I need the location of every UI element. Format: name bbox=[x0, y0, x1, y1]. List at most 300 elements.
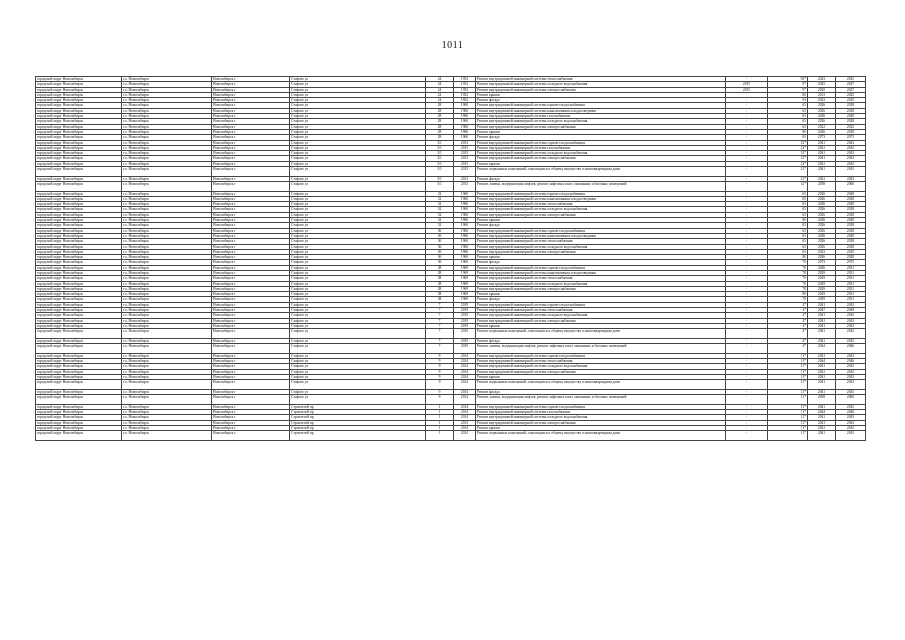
house-number-cell: 3/1 bbox=[426, 161, 454, 166]
work-type-cell: Ремонт внутридомовой инженерной системы электроснабжения bbox=[476, 249, 726, 254]
last-repair-year-cell: - bbox=[726, 359, 768, 364]
wear-percent-cell: 65 bbox=[768, 119, 808, 124]
locality-cell: Новосибирск г bbox=[212, 202, 290, 207]
last-repair-year-cell: - bbox=[726, 338, 768, 343]
locality-cell: Новосибирск г bbox=[212, 98, 290, 103]
plan-end-cell: 2043 bbox=[836, 338, 866, 343]
settlement-cell: г.о. Новосибирск bbox=[122, 276, 212, 281]
settlement-cell: г.о. Новосибирск bbox=[122, 124, 212, 129]
build-year-cell: 1960 bbox=[454, 244, 476, 249]
municipality-cell: городской округ Новосибирск bbox=[36, 98, 122, 103]
build-year-cell: 2014 bbox=[454, 364, 476, 369]
municipality-cell: городской округ Новосибирск bbox=[36, 415, 122, 420]
wear-percent-cell: 11* bbox=[768, 389, 808, 394]
locality-cell: Новосибирск г bbox=[212, 108, 290, 113]
build-year-cell: 1969 bbox=[454, 292, 476, 297]
settlement-cell: г.о. Новосибирск bbox=[122, 176, 212, 181]
wear-percent-cell: 65 bbox=[768, 244, 808, 249]
build-year-cell: 2013 bbox=[454, 181, 476, 191]
wear-percent-cell: 93 bbox=[768, 98, 808, 103]
wear-percent-cell: 12* bbox=[768, 156, 808, 161]
street-cell: Стофато ул bbox=[290, 395, 426, 405]
build-year-cell: 1960 bbox=[454, 212, 476, 217]
work-type-cell: Ремонт, замена, модернизация лифтов, ремонт лифтовых шахт, машинных и блочных помещений bbox=[476, 395, 726, 405]
municipality-cell: городской округ Новосибирск bbox=[36, 255, 122, 260]
work-type-cell: Ремонт внутридомовой инженерной системы канализования и водоотведения bbox=[476, 108, 726, 113]
house-number-cell: 3/1 bbox=[426, 176, 454, 181]
last-repair-year-cell: - bbox=[726, 135, 768, 140]
house-number-cell: 3/1 bbox=[426, 181, 454, 191]
street-cell: Стофато ул bbox=[290, 323, 426, 328]
plan-end-cell: 2043 bbox=[836, 161, 866, 166]
plan-end-cell: 2043 bbox=[836, 145, 866, 150]
wear-percent-cell: 11* bbox=[768, 415, 808, 420]
locality-cell: Новосибирск г bbox=[212, 244, 290, 249]
wear-percent-cell: 12* bbox=[768, 140, 808, 145]
build-year-cell: 1952 bbox=[454, 87, 476, 92]
plan-end-cell: 2028 bbox=[836, 228, 866, 233]
locality-cell: Новосибирск г bbox=[212, 87, 290, 92]
last-repair-year-cell: 2015 bbox=[726, 82, 768, 87]
last-repair-year-cell: - bbox=[726, 344, 768, 354]
settlement-cell: г.о. Новосибирск bbox=[122, 135, 212, 140]
work-type-cell: Ремонт внутридомовой инженерной системы холодного водоснабжения bbox=[476, 364, 726, 369]
work-type-cell: Ремонт, замена, модернизация лифтов, ремонт лифтовых шахт, машинных и блочных помещений bbox=[476, 344, 726, 354]
work-type-cell: Ремонт внутридомовой инженерной системы теплоснабжения bbox=[476, 239, 726, 244]
work-type-cell: Ремонт внутридомовой инженерной системы холодного водоснабжения bbox=[476, 82, 726, 87]
build-year-cell: 2014 bbox=[454, 359, 476, 364]
build-year-cell: 2013 bbox=[454, 145, 476, 150]
wear-percent-cell: 12* bbox=[768, 167, 808, 177]
municipality-cell: городской округ Новосибирск bbox=[36, 364, 122, 369]
build-year-cell: 2019 bbox=[454, 318, 476, 323]
street-cell: Стофато ул bbox=[290, 389, 426, 394]
build-year-cell: 1960 bbox=[454, 103, 476, 108]
locality-cell: Новосибирск г bbox=[212, 260, 290, 265]
street-cell: Стофато ул bbox=[290, 161, 426, 166]
plan-start-cell: 2041 bbox=[808, 420, 836, 425]
municipality-cell: городской округ Новосибирск bbox=[36, 212, 122, 217]
settlement-cell: г.о. Новосибирск bbox=[122, 359, 212, 364]
plan-start-cell: 2029 bbox=[808, 281, 836, 286]
street-cell: Строителей пр bbox=[290, 431, 426, 441]
plan-end-cell: 2028 bbox=[836, 129, 866, 134]
municipality-cell: городской округ Новосибирск bbox=[36, 338, 122, 343]
wear-percent-cell: 12* bbox=[768, 145, 808, 150]
settlement-cell: г.о. Новосибирск bbox=[122, 145, 212, 150]
plan-end-cell: 2043 bbox=[836, 389, 866, 394]
settlement-cell: г.о. Новосибирск bbox=[122, 98, 212, 103]
wear-percent-cell: 12* bbox=[768, 176, 808, 181]
house-number-cell: 38 bbox=[426, 292, 454, 297]
last-repair-year-cell: - bbox=[726, 151, 768, 156]
street-cell: Стофато ул bbox=[290, 308, 426, 313]
work-type-cell: Ремонт фасада bbox=[476, 135, 726, 140]
repair-schedule-table bbox=[35, 76, 866, 441]
house-number-cell: 24 bbox=[426, 87, 454, 92]
work-type-cell: Ремонт внутридомовой инженерной системы электроснабжения bbox=[476, 87, 726, 92]
settlement-cell: г.о. Новосибирск bbox=[122, 129, 212, 134]
plan-end-cell: 2075 bbox=[836, 260, 866, 265]
wear-percent-cell: 80 bbox=[768, 292, 808, 297]
wear-percent-cell: 11* bbox=[768, 420, 808, 425]
municipality-cell: городской округ Новосибирск bbox=[36, 359, 122, 364]
street-cell: Стофато ул bbox=[290, 329, 426, 339]
last-repair-year-cell: - bbox=[726, 420, 768, 425]
build-year-cell: 1960 bbox=[454, 207, 476, 212]
last-repair-year-cell: - bbox=[726, 145, 768, 150]
plan-start-cell: 2041 bbox=[808, 425, 836, 430]
street-cell: Стофато ул bbox=[290, 255, 426, 260]
house-number-cell: 7 bbox=[426, 302, 454, 307]
locality-cell: Новосибирск г bbox=[212, 318, 290, 323]
municipality-cell: городской округ Новосибирск bbox=[36, 233, 122, 238]
house-number-cell: 9 bbox=[426, 389, 454, 394]
wear-percent-cell: 80 bbox=[768, 129, 808, 134]
plan-start-cell: 2029 bbox=[808, 292, 836, 297]
plan-start-cell: 2044 bbox=[808, 410, 836, 415]
municipality-cell: городской округ Новосибирск bbox=[36, 297, 122, 302]
house-number-cell: 28 bbox=[426, 103, 454, 108]
municipality-cell: городской округ Новосибирск bbox=[36, 161, 122, 166]
last-repair-year-cell: - bbox=[726, 276, 768, 281]
settlement-cell: г.о. Новосибирск bbox=[122, 302, 212, 307]
build-year-cell: 2013 bbox=[454, 161, 476, 166]
build-year-cell: 1960 bbox=[454, 233, 476, 238]
settlement-cell: г.о. Новосибирск bbox=[122, 151, 212, 156]
wear-percent-cell: 93* bbox=[768, 77, 808, 82]
street-cell: Стофато ул bbox=[290, 380, 426, 390]
plan-start-cell: 2041 bbox=[808, 151, 836, 156]
municipality-cell: городской округ Новосибирск bbox=[36, 302, 122, 307]
settlement-cell: г.о. Новосибирск bbox=[122, 92, 212, 97]
municipality-cell: городской округ Новосибирск bbox=[36, 369, 122, 374]
street-cell: Строителей пр bbox=[290, 420, 426, 425]
municipality-cell: городской округ Новосибирск bbox=[36, 167, 122, 177]
work-type-cell: Ремонт внутридомовой инженерной системы теплоснабжения bbox=[476, 77, 726, 82]
build-year-cell: 1969 bbox=[454, 276, 476, 281]
work-type-cell: Ремонт внутридомовой инженерной системы холодного водоснабжения bbox=[476, 244, 726, 249]
work-type-cell: Ремонт крыши bbox=[476, 129, 726, 134]
last-repair-year-cell: - bbox=[726, 223, 768, 228]
house-number-cell: 7 bbox=[426, 344, 454, 354]
work-type-cell: Ремонт внутридомовой инженерной системы теплоснабжения bbox=[476, 359, 726, 364]
last-repair-year-cell: - bbox=[726, 281, 768, 286]
plan-start-cell: 2073 bbox=[808, 135, 836, 140]
last-repair-year-cell: - bbox=[726, 395, 768, 405]
house-number-cell: 28 bbox=[426, 124, 454, 129]
house-number-cell: 24 bbox=[426, 92, 454, 97]
build-year-cell: 2014 bbox=[454, 420, 476, 425]
build-year-cell: 2014 bbox=[454, 395, 476, 405]
table-row bbox=[36, 431, 866, 441]
house-number-cell: 36 bbox=[426, 255, 454, 260]
locality-cell: Новосибирск г bbox=[212, 223, 290, 228]
municipality-cell: городской округ Новосибирск bbox=[36, 181, 122, 191]
last-repair-year-cell: - bbox=[726, 292, 768, 297]
plan-end-cell: 2060 bbox=[836, 395, 866, 405]
municipality-cell: городской округ Новосибирск bbox=[36, 249, 122, 254]
plan-start-cell: 2026 bbox=[808, 244, 836, 249]
house-number-cell: 38 bbox=[426, 297, 454, 302]
locality-cell: Новосибирск г bbox=[212, 281, 290, 286]
last-repair-year-cell: 2015 bbox=[726, 87, 768, 92]
street-cell: Стофато ул bbox=[290, 82, 426, 87]
last-repair-year-cell: - bbox=[726, 176, 768, 181]
municipality-cell: городской округ Новосибирск bbox=[36, 92, 122, 97]
last-repair-year-cell: - bbox=[726, 255, 768, 260]
plan-start-cell: 2041 bbox=[808, 302, 836, 307]
house-number-cell: 9 bbox=[426, 380, 454, 390]
build-year-cell: 1969 bbox=[454, 270, 476, 275]
municipality-cell: городской округ Новосибирск bbox=[36, 353, 122, 358]
settlement-cell: г.о. Новосибирск bbox=[122, 415, 212, 420]
house-number-cell: 32 bbox=[426, 218, 454, 223]
settlement-cell: г.о. Новосибирск bbox=[122, 270, 212, 275]
build-year-cell: 1960 bbox=[454, 129, 476, 134]
plan-start-cell: 2026 bbox=[808, 228, 836, 233]
wear-percent-cell: 65 bbox=[768, 239, 808, 244]
last-repair-year-cell: - bbox=[726, 196, 768, 201]
locality-cell: Новосибирск г bbox=[212, 292, 290, 297]
last-repair-year-cell: - bbox=[726, 124, 768, 129]
last-repair-year-cell: - bbox=[726, 161, 768, 166]
last-repair-year-cell: - bbox=[726, 389, 768, 394]
locality-cell: Новосибирск г bbox=[212, 103, 290, 108]
build-year-cell: 2014 bbox=[454, 369, 476, 374]
work-type-cell: Ремонт внутридомовой инженерной системы холодного водоснабжения bbox=[476, 119, 726, 124]
wear-percent-cell: 70 bbox=[768, 270, 808, 275]
house-number-cell: 7 bbox=[426, 313, 454, 318]
plan-end-cell: 2031 bbox=[836, 297, 866, 302]
plan-start-cell: 2041 bbox=[808, 415, 836, 420]
house-number-cell: 28 bbox=[426, 119, 454, 124]
plan-end-cell: 2043 bbox=[836, 415, 866, 420]
street-cell: Стофато ул bbox=[290, 218, 426, 223]
locality-cell: Новосибирск г bbox=[212, 239, 290, 244]
last-repair-year-cell: - bbox=[726, 374, 768, 379]
plan-end-cell: 2043 bbox=[836, 353, 866, 358]
build-year-cell: 1952 bbox=[454, 98, 476, 103]
locality-cell: Новосибирск г bbox=[212, 233, 290, 238]
wear-percent-cell: 11* bbox=[768, 431, 808, 441]
municipality-cell: городской округ Новосибирск bbox=[36, 270, 122, 275]
settlement-cell: г.о. Новосибирск bbox=[122, 244, 212, 249]
house-number-cell: 38 bbox=[426, 276, 454, 281]
plan-start-cell: 2041 bbox=[808, 176, 836, 181]
plan-start-cell: 2041 bbox=[808, 329, 836, 339]
page-number: 1011 bbox=[441, 40, 464, 51]
build-year-cell: 1960 bbox=[454, 260, 476, 265]
locality-cell: Новосибирск г bbox=[212, 124, 290, 129]
wear-percent-cell: 65 bbox=[768, 124, 808, 129]
build-year-cell: 1969 bbox=[454, 265, 476, 270]
plan-end-cell: 2031 bbox=[836, 292, 866, 297]
last-repair-year-cell: - bbox=[726, 410, 768, 415]
street-cell: Стофато ул bbox=[290, 369, 426, 374]
street-cell: Стофато ул bbox=[290, 374, 426, 379]
build-year-cell: 2019 bbox=[454, 302, 476, 307]
street-cell: Стофато ул bbox=[290, 196, 426, 201]
settlement-cell: г.о. Новосибирск bbox=[122, 239, 212, 244]
settlement-cell: г.о. Новосибирск bbox=[122, 77, 212, 82]
plan-end-cell: 2031 bbox=[836, 270, 866, 275]
build-year-cell: 1960 bbox=[454, 249, 476, 254]
house-number-cell: 36 bbox=[426, 233, 454, 238]
street-cell: Стофато ул bbox=[290, 244, 426, 249]
plan-start-cell: 2041 bbox=[808, 404, 836, 409]
last-repair-year-cell: - bbox=[726, 233, 768, 238]
locality-cell: Новосибирск г bbox=[212, 196, 290, 201]
plan-end-cell: 2028 bbox=[836, 239, 866, 244]
last-repair-year-cell: - bbox=[726, 119, 768, 124]
locality-cell: Новосибирск г bbox=[212, 255, 290, 260]
plan-start-cell: 2026 bbox=[808, 191, 836, 196]
work-type-cell: Ремонт внутридомовой инженерной системы горячего водоснабжения bbox=[476, 265, 726, 270]
street-cell: Стофато ул bbox=[290, 156, 426, 161]
build-year-cell: 1960 bbox=[454, 108, 476, 113]
settlement-cell: г.о. Новосибирск bbox=[122, 404, 212, 409]
last-repair-year-cell: - bbox=[726, 244, 768, 249]
last-repair-year-cell: - bbox=[726, 265, 768, 270]
municipality-cell: городской округ Новосибирск bbox=[36, 410, 122, 415]
work-type-cell: Ремонт фасада bbox=[476, 98, 726, 103]
wear-percent-cell: 65 bbox=[768, 249, 808, 254]
settlement-cell: г.о. Новосибирск bbox=[122, 207, 212, 212]
work-type-cell: Ремонт подвальных помещений, относящихся к общему имуществу в многоквартирном доме bbox=[476, 380, 726, 390]
municipality-cell: городской округ Новосибирск bbox=[36, 318, 122, 323]
wear-percent-cell: 9* bbox=[768, 87, 808, 92]
wear-percent-cell: 80 bbox=[768, 255, 808, 260]
work-type-cell: Ремонт крыши bbox=[476, 255, 726, 260]
build-year-cell: 2014 bbox=[454, 425, 476, 430]
locality-cell: Новосибирск г bbox=[212, 228, 290, 233]
wear-percent-cell: 65 bbox=[768, 108, 808, 113]
build-year-cell: 1952 bbox=[454, 92, 476, 97]
house-number-cell: 36 bbox=[426, 260, 454, 265]
last-repair-year-cell: - bbox=[726, 302, 768, 307]
settlement-cell: г.о. Новосибирск bbox=[122, 395, 212, 405]
plan-end-cell: 2027 bbox=[836, 87, 866, 92]
street-cell: Стофато ул bbox=[290, 207, 426, 212]
wear-percent-cell: 4* bbox=[768, 302, 808, 307]
build-year-cell: 2019 bbox=[454, 313, 476, 318]
locality-cell: Новосибирск г bbox=[212, 425, 290, 430]
plan-start-cell: 2026 bbox=[808, 265, 836, 270]
wear-percent-cell: 11* bbox=[768, 359, 808, 364]
house-number-cell: 38 bbox=[426, 286, 454, 291]
locality-cell: Новосибирск г bbox=[212, 114, 290, 119]
plan-end-cell: 2028 bbox=[836, 202, 866, 207]
settlement-cell: г.о. Новосибирск bbox=[122, 265, 212, 270]
municipality-cell: городской округ Новосибирск bbox=[36, 344, 122, 354]
street-cell: Стофато ул bbox=[290, 233, 426, 238]
wear-percent-cell: 65 bbox=[768, 202, 808, 207]
house-number-cell: 28 bbox=[426, 114, 454, 119]
street-cell: Стофато ул bbox=[290, 119, 426, 124]
plan-end-cell: 2028 bbox=[836, 103, 866, 108]
settlement-cell: г.о. Новосибирск bbox=[122, 191, 212, 196]
plan-end-cell: 2043 bbox=[836, 302, 866, 307]
build-year-cell: 2013 bbox=[454, 176, 476, 181]
build-year-cell: 2019 bbox=[454, 338, 476, 343]
last-repair-year-cell: - bbox=[726, 308, 768, 313]
settlement-cell: г.о. Новосибирск bbox=[122, 249, 212, 254]
last-repair-year-cell: - bbox=[726, 129, 768, 134]
wear-percent-cell: 65 bbox=[768, 103, 808, 108]
work-type-cell: Ремонт внутридомовой инженерной системы теплоснабжения bbox=[476, 276, 726, 281]
street-cell: Стофато ул bbox=[290, 129, 426, 134]
locality-cell: Новосибирск г bbox=[212, 374, 290, 379]
work-type-cell: Ремонт внутридомовой инженерной системы электроснабжения bbox=[476, 286, 726, 291]
settlement-cell: г.о. Новосибирск bbox=[122, 114, 212, 119]
municipality-cell: городской округ Новосибирск bbox=[36, 228, 122, 233]
locality-cell: Новосибирск г bbox=[212, 129, 290, 134]
house-number-cell: 1 bbox=[426, 425, 454, 430]
house-number-cell: 36 bbox=[426, 244, 454, 249]
house-number-cell: 1 bbox=[426, 415, 454, 420]
work-type-cell: Ремонт внутридомовой инженерной системы горячего водоснабжения bbox=[476, 191, 726, 196]
street-cell: Строителей пр bbox=[290, 425, 426, 430]
last-repair-year-cell: - bbox=[726, 77, 768, 82]
last-repair-year-cell: - bbox=[726, 286, 768, 291]
plan-start-cell: 2026 bbox=[808, 207, 836, 212]
settlement-cell: г.о. Новосибирск bbox=[122, 161, 212, 166]
locality-cell: Новосибирск г bbox=[212, 161, 290, 166]
settlement-cell: г.о. Новосибирск bbox=[122, 255, 212, 260]
locality-cell: Новосибирск г bbox=[212, 308, 290, 313]
settlement-cell: г.о. Новосибирск bbox=[122, 87, 212, 92]
build-year-cell: 2019 bbox=[454, 308, 476, 313]
street-cell: Стофато ул bbox=[290, 364, 426, 369]
street-cell: Стофато ул bbox=[290, 292, 426, 297]
wear-percent-cell: 65 bbox=[768, 233, 808, 238]
municipality-cell: городской округ Новосибирск bbox=[36, 103, 122, 108]
locality-cell: Новосибирск г bbox=[212, 181, 290, 191]
municipality-cell: городской округ Новосибирск bbox=[36, 308, 122, 313]
municipality-cell: городской округ Новосибирск bbox=[36, 431, 122, 441]
wear-percent-cell: 11* bbox=[768, 380, 808, 390]
work-type-cell: Ремонт внутридомовой инженерной системы канализования и водоотведения bbox=[476, 233, 726, 238]
last-repair-year-cell: - bbox=[726, 380, 768, 390]
street-cell: Стофато ул bbox=[290, 228, 426, 233]
work-type-cell: Ремонт внутридомовой инженерной системы теплоснабжения bbox=[476, 308, 726, 313]
municipality-cell: городской округ Новосибирск bbox=[36, 260, 122, 265]
plan-end-cell: 2027 bbox=[836, 82, 866, 87]
municipality-cell: городской округ Новосибирск bbox=[36, 244, 122, 249]
plan-start-cell: 2041 bbox=[808, 140, 836, 145]
house-number-cell: 38 bbox=[426, 265, 454, 270]
locality-cell: Новосибирск г bbox=[212, 145, 290, 150]
municipality-cell: городской округ Новосибирск bbox=[36, 323, 122, 328]
build-year-cell: 1960 bbox=[454, 191, 476, 196]
last-repair-year-cell: - bbox=[726, 431, 768, 441]
municipality-cell: городской округ Новосибирск bbox=[36, 119, 122, 124]
settlement-cell: г.о. Новосибирск bbox=[122, 233, 212, 238]
municipality-cell: городской округ Новосибирск bbox=[36, 207, 122, 212]
street-cell: Стофато ул bbox=[290, 212, 426, 217]
wear-percent-cell: 70 bbox=[768, 265, 808, 270]
municipality-cell: городской округ Новосибирск bbox=[36, 191, 122, 196]
last-repair-year-cell: - bbox=[726, 212, 768, 217]
plan-start-cell: 2025 bbox=[808, 82, 836, 87]
plan-end-cell: 2028 bbox=[836, 207, 866, 212]
build-year-cell: 2014 bbox=[454, 410, 476, 415]
house-number-cell: 3/1 bbox=[426, 167, 454, 177]
work-type-cell: Ремонт внутридомовой инженерной системы горячего водоснабжения bbox=[476, 353, 726, 358]
municipality-cell: городской округ Новосибирск bbox=[36, 223, 122, 228]
work-type-cell: Ремонт внутридомовой инженерной системы электроснабжения bbox=[476, 420, 726, 425]
